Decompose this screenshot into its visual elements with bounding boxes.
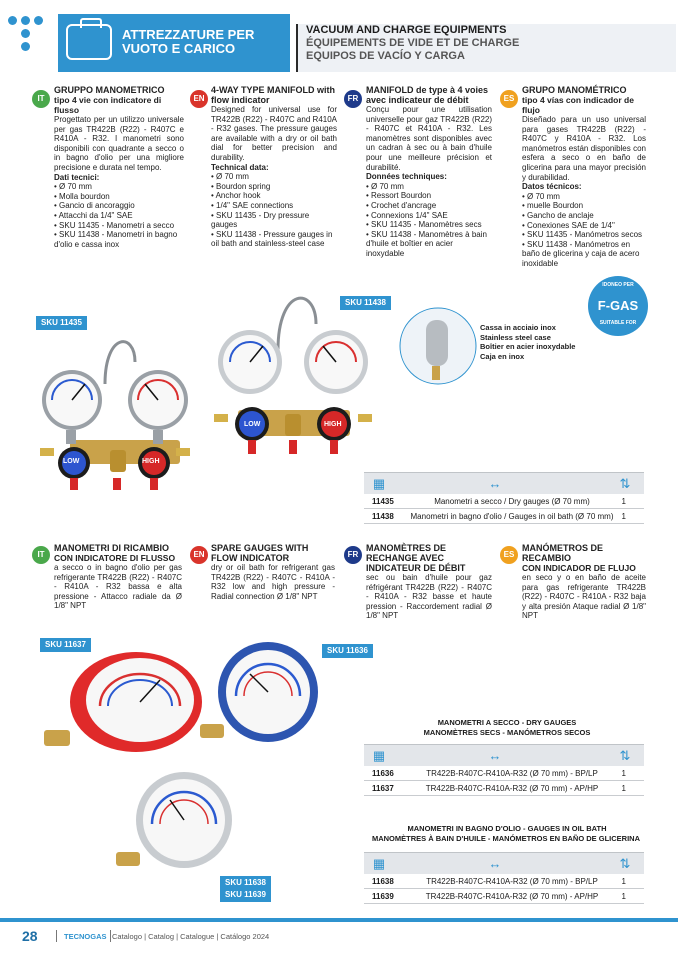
list-item: • SKU 11438 - Pressure gauges in oil bath and stainless-steel case xyxy=(211,230,337,249)
lang-block-fr-2 xyxy=(366,543,492,621)
page-header xyxy=(0,10,678,72)
block-body: en seco y o en baño de aceite para gas refrigerante TR422B (R22) - R407C - R410A - R32 baja y alta presión Ataque radial Ø 1/8" NPT xyxy=(522,573,646,621)
block-subtitle: tipo 4 vie con indicatore di flusso xyxy=(54,95,162,115)
list-item: • Connexions 1/4" SAE xyxy=(366,211,492,221)
table2-title-1: MANOMETRI A SECCO - DRY GAUGES xyxy=(437,718,577,727)
product-table-2 xyxy=(364,744,644,796)
high-knob-label: HIGH xyxy=(142,458,160,465)
case-note-en: Stainless steel case xyxy=(480,332,551,342)
footer-catalog: Catalogo | Catalog | Catalogue | Catálogo 2024 xyxy=(112,932,270,941)
footer-divider xyxy=(56,930,57,942)
low-knob-label: LOW xyxy=(244,421,261,428)
row-sku: 11637 xyxy=(372,784,394,793)
fgas-top-text: IDONEO PER xyxy=(602,282,634,288)
lang-block-it-2 xyxy=(54,543,182,611)
lang-badge-fr: FR xyxy=(344,546,362,564)
case-note-it: Cassa in acciaio inox xyxy=(480,323,556,332)
list-item: • Crochet d'ancrage xyxy=(366,201,492,211)
block-body: Diseñado para un uso universal para gases TR422B (R22) - R407C y R410A - R32. Los manómetros están disponibles con esfera a seco o en baño de glicerina para una mayor precisión y durabilidad. xyxy=(522,115,646,182)
tech-title: Dati tecnici: xyxy=(54,172,100,182)
category-title: ATTREZZATURE PER VUOTO E CARICO xyxy=(122,27,255,56)
list-item: • Ø 70 mm xyxy=(211,172,337,182)
gauge-11636-image xyxy=(196,640,326,750)
barcode-icon: ▦ xyxy=(372,856,386,871)
block-subtitle: CON INDICATORE DI FLUSSO xyxy=(54,553,176,563)
list-item: • SKU 11438 - Manómetros en baño de glicerina y caja de acero inoxidable xyxy=(522,240,646,269)
package-icon: ⇅ xyxy=(619,856,631,871)
list-item: • Gancho de anclaje xyxy=(522,211,646,221)
row-desc: Manometri a secco / Dry gauges (Ø 70 mm) xyxy=(434,497,590,506)
brand-dots-icon xyxy=(8,16,44,60)
list-item: • Conexiones SAE de 1/4" xyxy=(522,221,646,231)
list-item: • SKU 11438 - Manometri in bagno d'olio e cassa inox xyxy=(54,230,184,249)
footer-divider xyxy=(110,930,111,942)
row-sku: 11638 xyxy=(372,877,394,886)
fgas-bottom-text: SUITABLE FOR xyxy=(599,320,637,326)
tech-list xyxy=(54,182,184,249)
block-body: sec ou bain d'huile pour gaz réfrigérant TR422B (R22) - R407C - R410A - R32 basse et haute pression - Raccordement radial Ø 1/8" NPT xyxy=(366,573,492,621)
row-desc: TR422B-R407C-R410A-R32 (Ø 70 mm) - AP/HP xyxy=(425,892,599,901)
lang-block-it xyxy=(54,85,184,249)
tech-title: Datos técnicos: xyxy=(522,182,582,192)
title-es: EQUIPOS DE VACÍO Y CARGA xyxy=(306,50,465,62)
row-desc: Manometri in bagno d'olio / Gauges in oil bath (Ø 70 mm) xyxy=(410,512,614,521)
table-header xyxy=(364,744,644,766)
list-item: • Ø 70 mm xyxy=(522,192,646,202)
case-note xyxy=(480,323,600,361)
list-item: • Ø 70 mm xyxy=(366,182,492,192)
list-item: • Gancio di ancoraggio xyxy=(54,201,184,211)
block-subtitle: tipo 4 vías con indicador de flujo xyxy=(522,95,634,115)
gauge-11638-image xyxy=(112,768,242,878)
lang-badge-it: IT xyxy=(32,546,50,564)
case-icon xyxy=(66,24,112,60)
list-item: • Ressort Bourdon xyxy=(366,191,492,201)
lang-block-en xyxy=(211,85,337,249)
row-sku: 11639 xyxy=(372,892,394,901)
list-item: • Molla bourdon xyxy=(54,192,184,202)
lang-badge-es: ES xyxy=(500,90,518,108)
lang-badge-fr: FR xyxy=(344,90,362,108)
block-title: MANIFOLD de type à 4 voies avec indicateur de débit xyxy=(366,85,489,105)
tech-list xyxy=(522,192,646,269)
list-item: • muelle Bourdon xyxy=(522,201,646,211)
table3-title-1: MANOMETRI IN BAGNO D'OLIO - GAUGES IN OIL BATH xyxy=(407,824,607,833)
row-qty: 1 xyxy=(621,512,626,521)
block-title: SPARE GAUGES WITH FLOW INDICATOR xyxy=(211,543,309,563)
row-qty: 1 xyxy=(621,497,626,506)
sku-tag-11636: SKU 11636 xyxy=(322,644,373,658)
block-body: Designed for universal use for TR422B (R22) - R407C and R410A - R32 gases. The pressure gauges are available with a dry or oil bath dial for better precision and durability. xyxy=(211,105,337,162)
block-title: GRUPPO MANOMETRICO xyxy=(54,85,165,95)
manifold-11438-image xyxy=(208,284,378,468)
table-row xyxy=(364,781,644,796)
barcode-icon: ▦ xyxy=(372,476,386,491)
category-banner xyxy=(58,14,290,72)
list-item: • SKU 11435 - Manomètres secs xyxy=(366,220,492,230)
list-item: • Anchor hook xyxy=(211,191,337,201)
sku-tag-11638: SKU 11638 xyxy=(220,876,271,890)
case-note-es: Caja en inox xyxy=(480,351,525,361)
block-body: Conçu pour une utilisation universelle pour gaz TR422B (R22) - R407C et R410A - R32. Les manomètres sont disponibles avec un cadran à sec ou à bain d'huile pour une meilleure précision et durabilité. xyxy=(366,105,492,172)
row-qty: 1 xyxy=(621,877,626,886)
title-fr: ÉQUIPEMENTS DE VIDE ET DE CHARGE xyxy=(306,37,520,49)
barcode-icon: ▦ xyxy=(372,748,386,763)
block-body: dry or oil bath for refrigerant gas TR422B (R22) - R407C - R410A - R32 low and high pressure - Radial connection Ø 1/8" NPT xyxy=(211,563,335,601)
lang-block-es-2 xyxy=(522,543,646,621)
list-item: • Attacchi da 1/4" SAE xyxy=(54,211,184,221)
row-qty: 1 xyxy=(621,892,626,901)
list-item: • SKU 11438 - Manomètres à bain d'huile et boîtier en acier inoxydable xyxy=(366,230,492,259)
block-body: Progettato per un utilizzo universale per gas TR422B (R22) - R407C e R410A - R32. I manometri sono disponibili con quadrante a secco o in bagno d'olio per una migliore precisione e durata nel tempo. xyxy=(54,115,184,172)
fgas-main-text: F-GAS xyxy=(597,298,639,313)
package-icon: ⇅ xyxy=(619,748,631,763)
block-title: MANÓMETROS DE RECAMBIO xyxy=(522,543,603,563)
list-item: • 1/4" SAE connections xyxy=(211,201,337,211)
table-header xyxy=(364,472,644,494)
lang-block-fr xyxy=(366,85,492,259)
row-desc: TR422B-R407C-R410A-R32 (Ø 70 mm) - AP/HP xyxy=(425,784,599,793)
lang-badge-en: EN xyxy=(190,90,208,108)
table-row xyxy=(364,509,644,524)
block-subtitle: CON INDICADOR DE FLUJO xyxy=(522,563,636,573)
sku-tag-11639: SKU 11639 xyxy=(220,888,271,902)
block-title: 4-WAY TYPE MANIFOLD with flow indicator xyxy=(211,85,336,105)
gauge-11637-image xyxy=(36,650,206,758)
case-note-fr: Boîtier en acier inoxydable xyxy=(480,342,576,352)
list-item: • Ø 70 mm xyxy=(54,182,184,192)
row-qty: 1 xyxy=(621,784,626,793)
case-detail-image xyxy=(398,306,478,386)
page-number: 28 xyxy=(22,928,38,944)
table-row xyxy=(364,874,644,889)
row-qty: 1 xyxy=(621,769,626,778)
footer-brand: TECNOGAS xyxy=(64,932,107,941)
row-desc: TR422B-R407C-R410A-R32 (Ø 70 mm) - BP/LP xyxy=(426,877,598,886)
row-sku: 11438 xyxy=(372,512,394,521)
low-knob-label: LOW xyxy=(63,458,80,465)
sku-tag-11438: SKU 11438 xyxy=(340,296,391,310)
sku-tag-11435: SKU 11435 xyxy=(36,316,87,330)
high-knob-label: HIGH xyxy=(324,421,342,428)
section-titles xyxy=(296,24,676,72)
block-title: MANOMETRI DI RICAMBIO xyxy=(54,543,169,553)
table-row xyxy=(364,889,644,904)
row-sku: 11636 xyxy=(372,769,394,778)
lang-block-es xyxy=(522,85,646,269)
tech-list xyxy=(211,172,337,249)
product-table-1 xyxy=(364,472,644,524)
dimension-icon: ↔ xyxy=(488,856,502,871)
footer-bar xyxy=(0,918,678,922)
list-item: • SKU 11435 - Manómetros secos xyxy=(522,230,646,240)
lang-block-en-2 xyxy=(211,543,335,601)
tech-title: Données techniques: xyxy=(366,172,447,182)
list-item: • SKU 11435 - Dry pressure gauges xyxy=(211,211,337,230)
table3-title-2: MANOMÈTRES À BAIN D'HUILE - MANÓMETROS EN BAÑO DE GLICERINA xyxy=(371,834,641,843)
manifold-11435-image xyxy=(30,322,200,500)
table2-title-2: MANOMÈTRES SECS - MANÓMETROS SECOS xyxy=(423,728,591,737)
block-title: MANOMÈTRES DE RECHANGE AVEC INDICATEUR DE DÉBIT xyxy=(366,543,466,573)
title-en: VACUUM AND CHARGE EQUIPMENTS xyxy=(306,24,507,36)
table-header xyxy=(364,852,644,874)
block-body: a secco o in bagno d'olio per gas refrigerante TR422B (R22) - R407C - R410A - R32 bassa e alta pressione - Attacco radiale da Ø 1/8" NPT xyxy=(54,563,182,611)
lang-badge-en: EN xyxy=(190,546,208,564)
row-sku: 11435 xyxy=(372,497,394,506)
list-item: • SKU 11435 - Manometri a secco xyxy=(54,221,184,231)
dimension-icon: ↔ xyxy=(488,748,502,763)
lang-badge-it: IT xyxy=(32,90,50,108)
dimension-icon: ↔ xyxy=(488,476,502,491)
sku-tag-11637: SKU 11637 xyxy=(40,638,91,652)
table-row xyxy=(364,766,644,781)
tech-title: Technical data: xyxy=(211,162,269,172)
package-icon: ⇅ xyxy=(619,476,631,491)
lang-badge-es: ES xyxy=(500,546,518,564)
tech-list xyxy=(366,182,492,259)
table-row xyxy=(364,494,644,509)
list-item: • Bourdon spring xyxy=(211,182,337,192)
row-desc: TR422B-R407C-R410A-R32 (Ø 70 mm) - BP/LP xyxy=(426,769,598,778)
product-table-3 xyxy=(364,852,644,904)
block-title: GRUPO MANOMÉTRICO xyxy=(522,85,627,95)
